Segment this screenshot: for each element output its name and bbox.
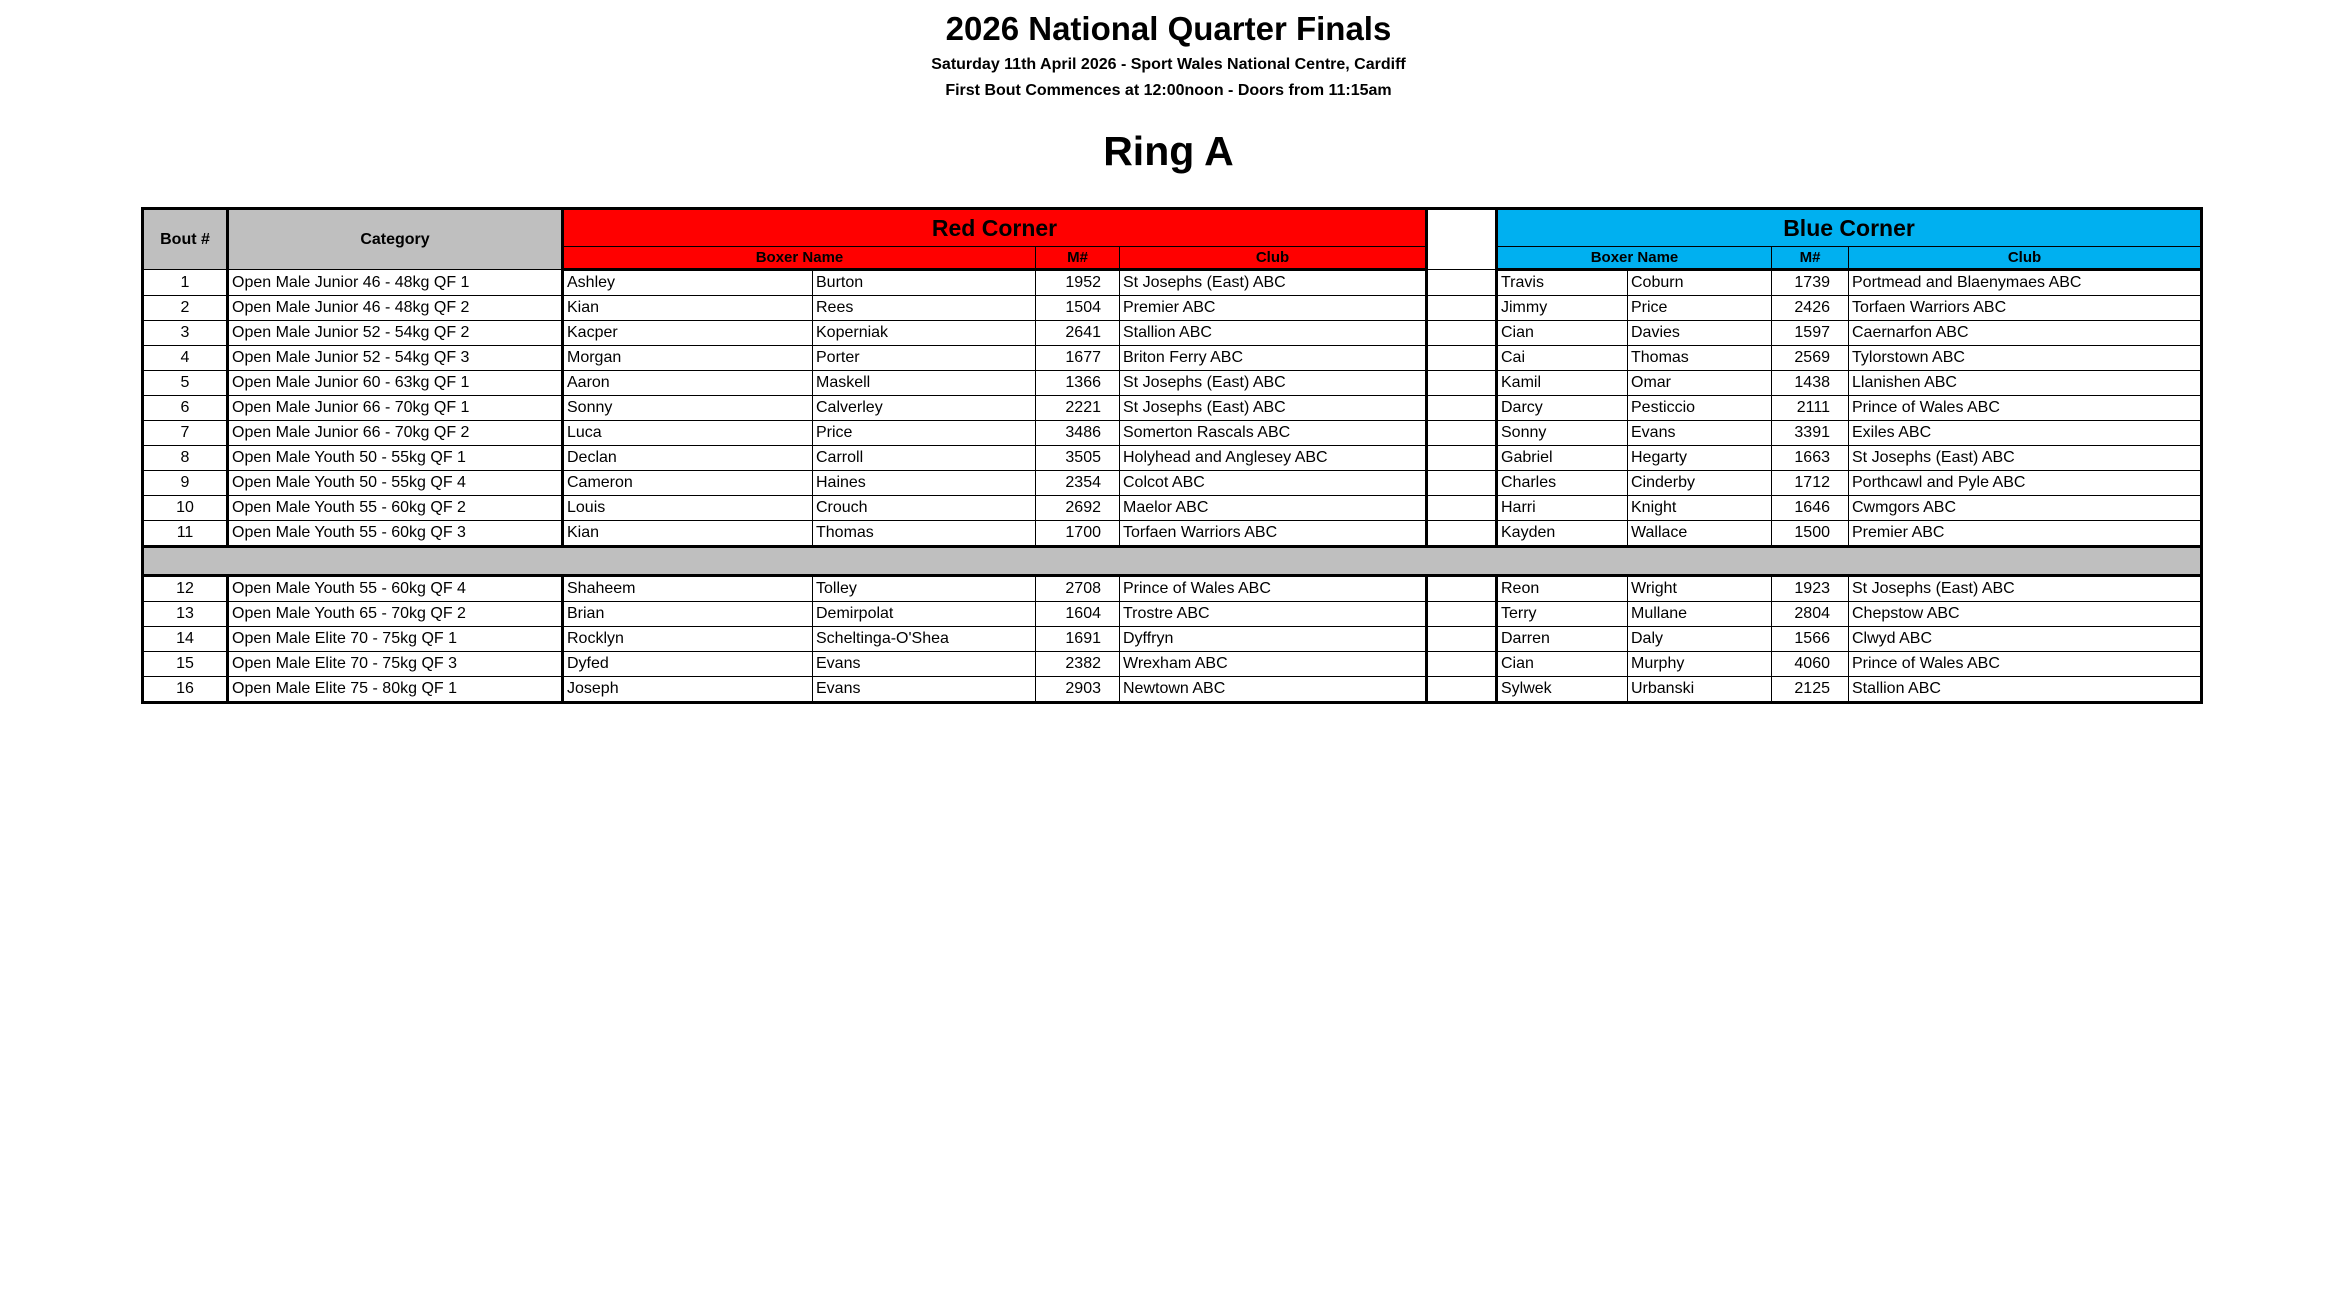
red-boxer-last-name: Rees [813,296,1036,321]
blue-boxer-club: Cwmgors ABC [1849,496,2202,521]
blue-boxer-last-name: Hegarty [1628,446,1772,471]
red-member-number: 1952 [1036,270,1120,296]
bout-category: Open Male Youth 50 - 55kg QF 1 [228,446,563,471]
bout-number: 3 [143,321,228,346]
red-boxer-club: St Josephs (East) ABC [1120,371,1427,396]
blue-boxer-club: Stallion ABC [1849,677,2202,703]
bout-category: Open Male Junior 46 - 48kg QF 1 [228,270,563,296]
event-date-venue: Saturday 11th April 2026 - Sport Wales National Centre, Cardiff [931,56,1406,73]
red-boxer-last-name: Maskell [813,371,1036,396]
corner-gap-cell [1427,396,1497,421]
red-boxer-first-name: Declan [563,446,813,471]
red-boxer-first-name: Ashley [563,270,813,296]
blue-boxer-last-name: Davies [1628,321,1772,346]
blue-boxer-first-name: Jimmy [1497,296,1628,321]
bout-row [143,321,2202,346]
bout-category: Open Male Junior 60 - 63kg QF 1 [228,371,563,396]
red-member-number: 2692 [1036,496,1120,521]
red-boxer-last-name: Koperniak [813,321,1036,346]
category-header: Category [228,209,563,270]
blue-boxer-first-name: Darcy [1497,396,1628,421]
bout-number: 8 [143,446,228,471]
blue-boxer-first-name: Travis [1497,270,1628,296]
red-boxer-first-name: Kacper [563,321,813,346]
blue-boxer-last-name: Mullane [1628,602,1772,627]
ring-title: Ring A [1103,128,1234,174]
corner-gap-cell [1427,270,1497,296]
red-boxer-last-name: Evans [813,677,1036,703]
red-member-number: 1366 [1036,371,1120,396]
bout-category: Open Male Elite 70 - 75kg QF 3 [228,652,563,677]
red-boxer-first-name: Sonny [563,396,813,421]
red-boxer-first-name: Dyfed [563,652,813,677]
blue-boxer-name-header: Boxer Name [1497,247,1772,270]
red-member-number: 3505 [1036,446,1120,471]
red-boxer-club: Colcot ABC [1120,471,1427,496]
blue-boxer-last-name: Price [1628,296,1772,321]
blue-member-number: 1438 [1772,371,1849,396]
bout-row [143,677,2202,703]
interval-break [143,547,2202,576]
blue-member-number: 3391 [1772,421,1849,446]
red-member-number: 1604 [1036,602,1120,627]
red-member-number: 2708 [1036,576,1120,602]
red-boxer-first-name: Brian [563,602,813,627]
red-member-number: 3486 [1036,421,1120,446]
red-boxer-club: Dyffryn [1120,627,1427,652]
blue-boxer-last-name: Coburn [1628,270,1772,296]
red-boxer-last-name: Demirpolat [813,602,1036,627]
blue-boxer-last-name: Evans [1628,421,1772,446]
blue-member-number: 2804 [1772,602,1849,627]
blue-boxer-last-name: Urbanski [1628,677,1772,703]
red-boxer-last-name: Burton [813,270,1036,296]
red-boxer-club: Prince of Wales ABC [1120,576,1427,602]
bouts-first-session [143,270,2202,547]
bout-category: Open Male Elite 70 - 75kg QF 1 [228,627,563,652]
blue-boxer-club: Llanishen ABC [1849,371,2202,396]
corner-gap-cell [1427,371,1497,396]
blue-boxer-club: St Josephs (East) ABC [1849,576,2202,602]
blue-boxer-club: Chepstow ABC [1849,602,2202,627]
red-boxer-club: St Josephs (East) ABC [1120,396,1427,421]
blue-member-number: 1597 [1772,321,1849,346]
red-boxer-first-name: Morgan [563,346,813,371]
blue-boxer-club: St Josephs (East) ABC [1849,446,2202,471]
red-member-number: 1691 [1036,627,1120,652]
bout-number: 11 [143,521,228,547]
bout-number: 12 [143,576,228,602]
bout-number: 15 [143,652,228,677]
red-boxer-first-name: Joseph [563,677,813,703]
blue-boxer-club: Caernarfon ABC [1849,321,2202,346]
corner-gap-cell [1427,471,1497,496]
blue-boxer-first-name: Darren [1497,627,1628,652]
blue-boxer-club: Tylorstown ABC [1849,346,2202,371]
interval-row [143,547,2202,576]
blue-boxer-last-name: Murphy [1628,652,1772,677]
red-boxer-club: Trostre ABC [1120,602,1427,627]
bout-category: Open Male Junior 66 - 70kg QF 1 [228,396,563,421]
bout-number-header: Bout # [143,209,228,270]
red-member-number: 2903 [1036,677,1120,703]
bout-row [143,521,2202,547]
bout-row [143,446,2202,471]
blue-boxer-first-name: Cian [1497,652,1628,677]
blue-boxer-last-name: Wright [1628,576,1772,602]
blue-boxer-last-name: Knight [1628,496,1772,521]
blue-member-number: 4060 [1772,652,1849,677]
blue-boxer-first-name: Terry [1497,602,1628,627]
blue-member-number: 1646 [1772,496,1849,521]
blue-boxer-club: Exiles ABC [1849,421,2202,446]
blue-member-number: 1923 [1772,576,1849,602]
red-boxer-first-name: Kian [563,296,813,321]
blue-boxer-last-name: Pesticcio [1628,396,1772,421]
blue-boxer-club: Premier ABC [1849,521,2202,547]
corner-gap-cell [1427,627,1497,652]
blue-member-number: 1663 [1772,446,1849,471]
bout-category: Open Male Junior 52 - 54kg QF 2 [228,321,563,346]
bout-category: Open Male Junior 52 - 54kg QF 3 [228,346,563,371]
bout-category: Open Male Youth 55 - 60kg QF 4 [228,576,563,602]
red-member-number: 1504 [1036,296,1120,321]
blue-boxer-last-name: Wallace [1628,521,1772,547]
corner-gap-cell [1427,421,1497,446]
blue-boxer-last-name: Cinderby [1628,471,1772,496]
bout-category: Open Male Youth 55 - 60kg QF 2 [228,496,563,521]
red-boxer-club: Torfaen Warriors ABC [1120,521,1427,547]
corner-gap-cell [1427,496,1497,521]
bout-number: 9 [143,471,228,496]
red-boxer-last-name: Tolley [813,576,1036,602]
corner-gap-cell [1427,296,1497,321]
bout-schedule-table [141,207,2203,704]
blue-boxer-last-name: Omar [1628,371,1772,396]
blue-boxer-first-name: Kayden [1497,521,1628,547]
corner-gap-cell [1427,677,1497,703]
red-member-number-header: M# [1036,247,1120,270]
red-boxer-last-name: Calverley [813,396,1036,421]
red-boxer-club: Briton Ferry ABC [1120,346,1427,371]
blue-boxer-club: Porthcawl and Pyle ABC [1849,471,2202,496]
red-boxer-club: Stallion ABC [1120,321,1427,346]
blue-member-number: 1566 [1772,627,1849,652]
red-member-number: 1700 [1036,521,1120,547]
bout-row [143,421,2202,446]
red-boxer-last-name: Crouch [813,496,1036,521]
blue-member-number: 1739 [1772,270,1849,296]
red-boxer-first-name: Aaron [563,371,813,396]
blue-boxer-club: Clwyd ABC [1849,627,2202,652]
bout-row [143,471,2202,496]
blue-boxer-first-name: Gabriel [1497,446,1628,471]
bout-number: 16 [143,677,228,703]
corner-gap-cell [1427,321,1497,346]
corner-gap-cell [1427,446,1497,471]
red-boxer-first-name: Louis [563,496,813,521]
bout-row [143,270,2202,296]
blue-club-header: Club [1849,247,2202,270]
bout-row [143,396,2202,421]
header-row-top [143,209,2202,247]
red-boxer-name-header: Boxer Name [563,247,1036,270]
bout-number: 14 [143,627,228,652]
bout-category: Open Male Junior 46 - 48kg QF 2 [228,296,563,321]
blue-boxer-first-name: Sonny [1497,421,1628,446]
blue-member-number: 2426 [1772,296,1849,321]
bout-row [143,627,2202,652]
red-boxer-club: Somerton Rascals ABC [1120,421,1427,446]
blue-boxer-last-name: Thomas [1628,346,1772,371]
red-boxer-club: Premier ABC [1120,296,1427,321]
blue-corner-header: Blue Corner [1497,209,2202,247]
blue-member-number-header: M# [1772,247,1849,270]
blue-member-number: 2125 [1772,677,1849,703]
red-corner-header: Red Corner [563,209,1427,247]
blue-member-number: 1712 [1772,471,1849,496]
bout-category: Open Male Youth 50 - 55kg QF 4 [228,471,563,496]
blue-boxer-first-name: Sylwek [1497,677,1628,703]
red-club-header: Club [1120,247,1427,270]
blue-member-number: 2111 [1772,396,1849,421]
bout-category: Open Male Elite 75 - 80kg QF 1 [228,677,563,703]
bout-category: Open Male Junior 66 - 70kg QF 2 [228,421,563,446]
page-title: 2026 National Quarter Finals [945,10,1392,47]
bout-row [143,496,2202,521]
red-member-number: 2354 [1036,471,1120,496]
blue-boxer-club: Portmead and Blaenymaes ABC [1849,270,2202,296]
bout-row [143,346,2202,371]
red-boxer-last-name: Haines [813,471,1036,496]
corner-gap-cell [1427,521,1497,547]
red-boxer-club: Wrexham ABC [1120,652,1427,677]
bout-number: 2 [143,296,228,321]
red-boxer-club: St Josephs (East) ABC [1120,270,1427,296]
blue-member-number: 2569 [1772,346,1849,371]
red-member-number: 1677 [1036,346,1120,371]
red-boxer-last-name: Scheltinga-O'Shea [813,627,1036,652]
red-boxer-club: Maelor ABC [1120,496,1427,521]
blue-boxer-first-name: Kamil [1497,371,1628,396]
red-member-number: 2382 [1036,652,1120,677]
bout-number: 4 [143,346,228,371]
red-boxer-last-name: Evans [813,652,1036,677]
red-boxer-club: Newtown ABC [1120,677,1427,703]
blue-boxer-last-name: Daly [1628,627,1772,652]
bout-number: 7 [143,421,228,446]
red-boxer-first-name: Shaheem [563,576,813,602]
bout-row [143,576,2202,602]
blue-boxer-first-name: Reon [1497,576,1628,602]
corner-gap-cell [1427,602,1497,627]
corner-gap-cell [1427,346,1497,371]
bout-number: 5 [143,371,228,396]
red-member-number: 2641 [1036,321,1120,346]
bout-category: Open Male Youth 65 - 70kg QF 2 [228,602,563,627]
bout-row [143,652,2202,677]
bout-row [143,602,2202,627]
bout-number: 1 [143,270,228,296]
corner-gap-cell [1427,576,1497,602]
red-boxer-last-name: Thomas [813,521,1036,547]
blue-member-number: 1500 [1772,521,1849,547]
red-boxer-last-name: Price [813,421,1036,446]
blue-boxer-club: Torfaen Warriors ABC [1849,296,2202,321]
bout-category: Open Male Youth 55 - 60kg QF 3 [228,521,563,547]
blue-boxer-club: Prince of Wales ABC [1849,652,2202,677]
red-boxer-last-name: Carroll [813,446,1036,471]
red-boxer-first-name: Cameron [563,471,813,496]
event-timing: First Bout Commences at 12:00noon - Doors from 11:15am [945,82,1392,99]
red-boxer-club: Holyhead and Anglesey ABC [1120,446,1427,471]
blue-boxer-first-name: Harri [1497,496,1628,521]
red-boxer-first-name: Rocklyn [563,627,813,652]
blue-boxer-first-name: Cai [1497,346,1628,371]
red-boxer-first-name: Kian [563,521,813,547]
red-member-number: 2221 [1036,396,1120,421]
blue-boxer-first-name: Cian [1497,321,1628,346]
red-boxer-last-name: Porter [813,346,1036,371]
corner-gap-cell [1427,652,1497,677]
bout-number: 6 [143,396,228,421]
bout-number: 10 [143,496,228,521]
blue-boxer-club: Prince of Wales ABC [1849,396,2202,421]
bout-row [143,371,2202,396]
blue-boxer-first-name: Charles [1497,471,1628,496]
red-boxer-first-name: Luca [563,421,813,446]
bout-row [143,296,2202,321]
bout-number: 13 [143,602,228,627]
bouts-second-session [143,576,2202,703]
corner-gap-header [1427,209,1497,270]
